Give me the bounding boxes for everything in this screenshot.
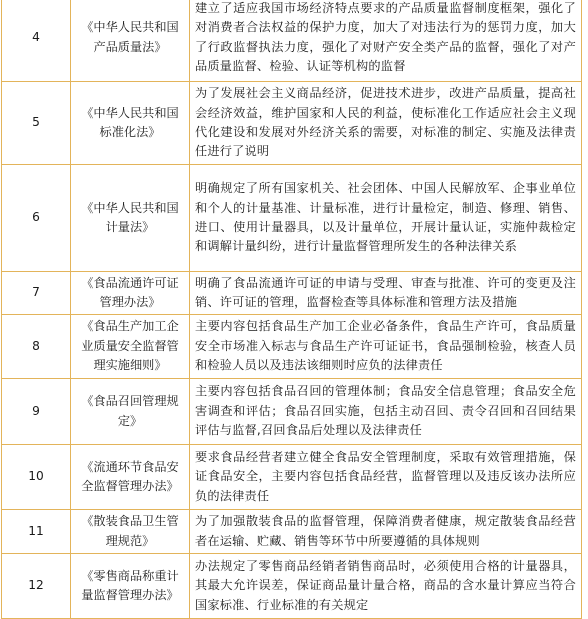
law-name: 《散装食品卫生管理规范》 <box>71 510 190 554</box>
table-row <box>2 379 582 445</box>
table-row <box>2 165 582 272</box>
row-number: 10 <box>2 445 71 510</box>
law-name: 《食品召回管理规定》 <box>71 379 190 445</box>
row-number: 8 <box>2 315 71 379</box>
law-description: 办法规定了零售商品经销者销售商品时，必须使用合格的计量器具，其最大允许误差，保证商品量计量合格，商品的含水量计算应当符合国家标准、行业标准的有关规定 <box>190 554 582 619</box>
law-name: 《中华人民共和国产品质量法》 <box>71 0 190 82</box>
law-description: 为了发展社会主义商品经济，促进技术进步，改进产品质量，提高社会经济效益，维护国家和人民的利益，使标准化工作适应社会主义现代化建设和发展对外经济关系的需要，对标准的制定、实施及法律责任进行了说明 <box>190 82 582 165</box>
row-number: 9 <box>2 379 71 445</box>
table-row <box>2 0 582 82</box>
law-name: 《零售商品称重计量监督管理办法》 <box>71 554 190 619</box>
table-row <box>2 510 582 554</box>
law-name: 《中华人民共和国计量法》 <box>71 165 190 272</box>
law-description: 为了加强散装食品的监督管理，保障消费者健康，规定散装食品经营者在运输、贮藏、销售等环节中所要遵循的具体规则 <box>190 510 582 554</box>
law-description: 主要内容包括食品生产加工企业必备条件，食品生产许可，食品质量安全市场准入标志与食品生产许可证证书，食品强制检验，核查人员和检验人员以及违法该细则时应负的法律责任 <box>190 315 582 379</box>
law-description: 要求食品经营者建立健全食品安全管理制度，采取有效管理措施，保证食品安全，主要内容包括食品经营，监督管理以及违反该办法所应负的法律责任 <box>190 445 582 510</box>
law-description: 明确了食品流通许可证的申请与受理、审查与批准、许可的变更及注销、许可证的管理，监督检查等具体标准和管理方法及措施 <box>190 272 582 315</box>
row-number: 5 <box>2 82 71 165</box>
law-name: 《中华人民共和国标准化法》 <box>71 82 190 165</box>
table-row <box>2 315 582 379</box>
table-row <box>2 554 582 619</box>
row-number: 11 <box>2 510 71 554</box>
row-number: 7 <box>2 272 71 315</box>
law-description: 建立了适应我国市场经济特点要求的产品质量监督制度框架，强化了对消费者合法权益的保护力度，加大了对违法行为的惩罚力度，加大了行政监督执法力度，强化了对财产安全类产品的监督，强化了对产品质量监督、检验、认证等机构的监督 <box>190 0 582 82</box>
law-description: 主要内容包括食品召回的管理体制；食品安全信息管理；食品安全危害调查和评估；食品召回实施，包括主动召回、责令召回和召回结果评估与监督,召回食品后处理以及法律责任 <box>190 379 582 445</box>
row-number: 4 <box>2 0 71 82</box>
table-row <box>2 272 582 315</box>
law-name: 《食品生产加工企业质量安全监督管理实施细则》 <box>71 315 190 379</box>
law-name: 《食品流通许可证管理办法》 <box>71 272 190 315</box>
row-number: 12 <box>2 554 71 619</box>
row-number: 6 <box>2 165 71 272</box>
law-name: 《流通环节食品安全监督管理办法》 <box>71 445 190 510</box>
laws-table <box>1 0 582 619</box>
law-description: 明确规定了所有国家机关、社会团体、中国人民解放军、企事业单位和个人的计量基准、计量标准，进行计量检定，制造、修理、销售、进口、使用计量器具，以及计量单位，开展计量认证，实施仲裁检定和调解计量纠纷，进行计量监督管理所发生的各种法律关系 <box>190 165 582 272</box>
table-row <box>2 445 582 510</box>
table-row <box>2 82 582 165</box>
